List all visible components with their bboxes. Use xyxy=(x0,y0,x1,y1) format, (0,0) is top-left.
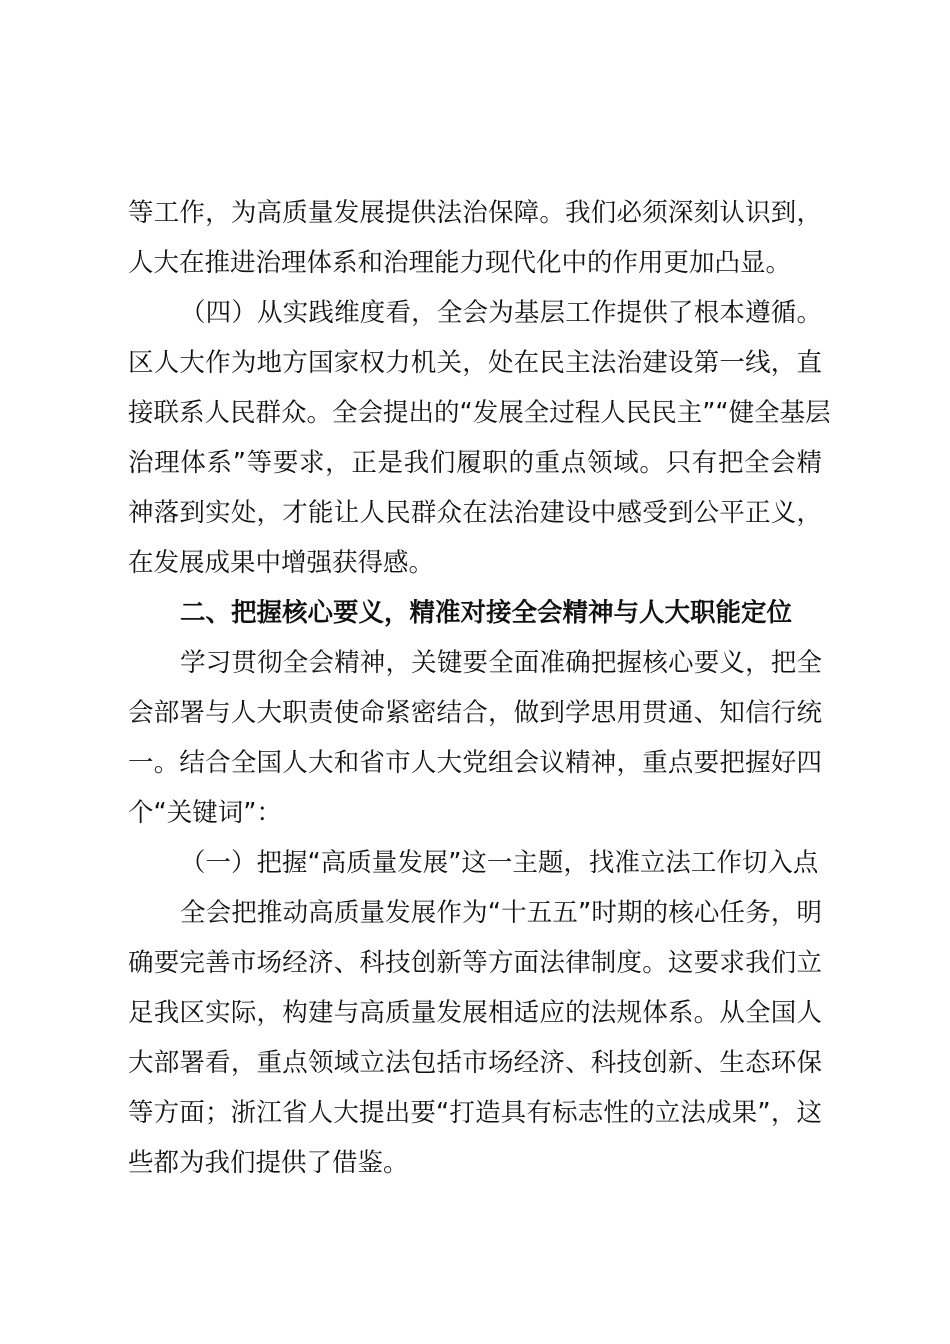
text-line: 学习贯彻全会精神，关键要全面准确把握核心要义，把全 xyxy=(180,648,822,678)
paragraph xyxy=(128,888,822,1188)
paragraph xyxy=(128,288,831,588)
text-line: 接联系人民群众。全会提出的“发展全过程人民民主”“健全基层 xyxy=(128,398,831,428)
text-line: 些都为我们提供了借鉴。 xyxy=(128,1148,409,1178)
text-line: 个“关键词”： xyxy=(128,798,282,828)
text-line: 二、把握核心要义，精准对接全会精神与人大职能定位 xyxy=(180,598,793,628)
text-line: 神落到实处，才能让人民群众在法治建设中感受到公平正义， xyxy=(128,498,822,528)
document-body xyxy=(128,188,831,1188)
paragraph xyxy=(128,638,822,838)
text-line: 足我区实际，构建与高质量发展相适应的法规体系。从全国人 xyxy=(128,998,822,1028)
text-line: 等工作，为高质量发展提供法治保障。我们必须深刻认识到， xyxy=(128,198,822,228)
text-line: 一。结合全国人大和省市人大党组会议精神，重点要把握好四 xyxy=(128,748,822,778)
paragraph xyxy=(128,188,822,288)
text-line: 区人大作为地方国家权力机关，处在民主法治建设第一线，直 xyxy=(128,348,822,378)
section-heading xyxy=(128,588,822,638)
text-line: 在发展成果中增强获得感。 xyxy=(128,548,435,578)
subsection-heading xyxy=(128,838,822,888)
text-line: （一）把握“高质量发展”这一主题，找准立法工作切入点 xyxy=(180,848,819,878)
text-line: 全会把推动高质量发展作为“十五五”时期的核心任务，明 xyxy=(180,898,822,928)
text-line: 大部署看，重点领域立法包括市场经济、科技创新、生态环保 xyxy=(128,1048,822,1078)
text-line: （四）从实践维度看，全会为基层工作提供了根本遵循。 xyxy=(180,298,822,328)
text-line: 治理体系”等要求，正是我们履职的重点领域。只有把全会精 xyxy=(128,448,822,478)
text-line: 人大在推进治理体系和治理能力现代化中的作用更加凸显。 xyxy=(128,248,792,278)
text-line: 会部署与人大职责使命紧密结合，做到学思用贯通、知信行统 xyxy=(128,698,822,728)
text-line: 等方面；浙江省人大提出要“打造具有标志性的立法成果”，这 xyxy=(128,1098,822,1128)
text-line: 确要完善市场经济、科技创新等方面法律制度。这要求我们立 xyxy=(128,948,822,978)
